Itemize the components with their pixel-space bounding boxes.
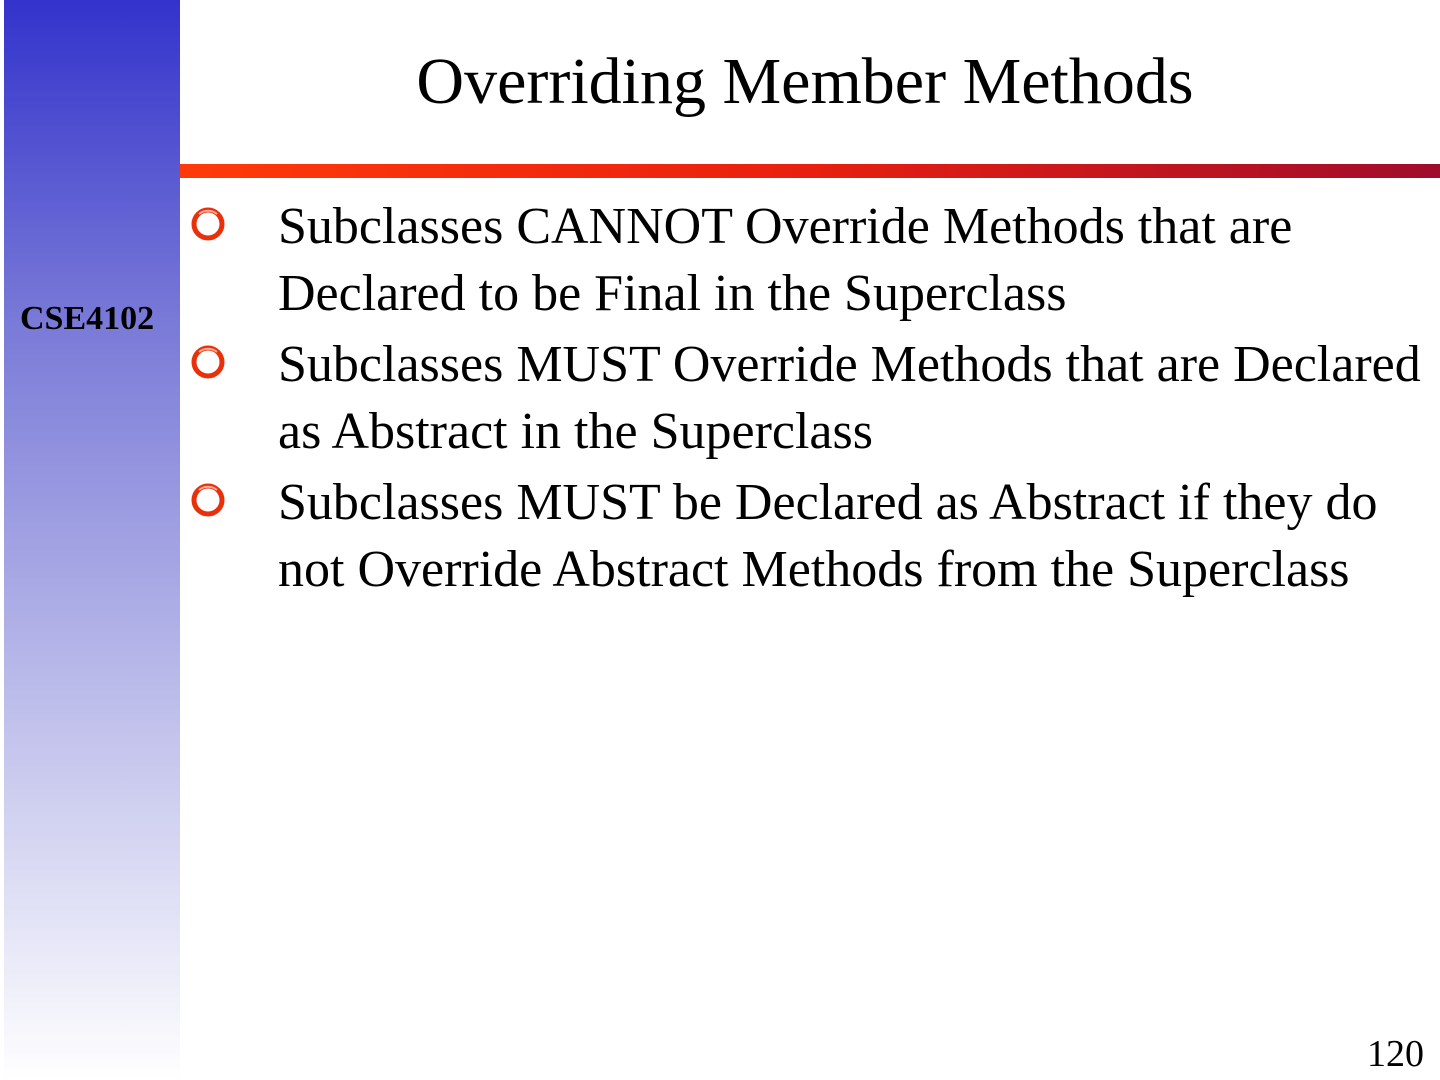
- hollow-circle-bullet-icon: [190, 344, 226, 380]
- hollow-circle-bullet-icon: [190, 482, 226, 518]
- sidebar-gradient-bar: [4, 0, 180, 1080]
- title-divider: [180, 164, 1440, 178]
- bullet-text: Subclasses MUST Override Methods that are Declared as Abstract in the Superclass: [278, 336, 1421, 460]
- hollow-circle-bullet-icon: [190, 206, 226, 242]
- bullet-text: Subclasses CANNOT Override Methods that are Declared to be Final in the Superclass: [278, 198, 1293, 322]
- bullet-item: [190, 331, 1430, 465]
- slide-title: Overriding Member Methods: [416, 45, 1194, 118]
- bullet-list: [190, 193, 1430, 607]
- bullet-item: [190, 193, 1430, 327]
- bullet-item: [190, 469, 1430, 603]
- course-label: CSE4102: [20, 300, 155, 337]
- bullet-text: Subclasses MUST be Declared as Abstract if they do not Override Abstract Methods from the Superclass: [278, 474, 1378, 598]
- page-number: 120: [1367, 1033, 1424, 1075]
